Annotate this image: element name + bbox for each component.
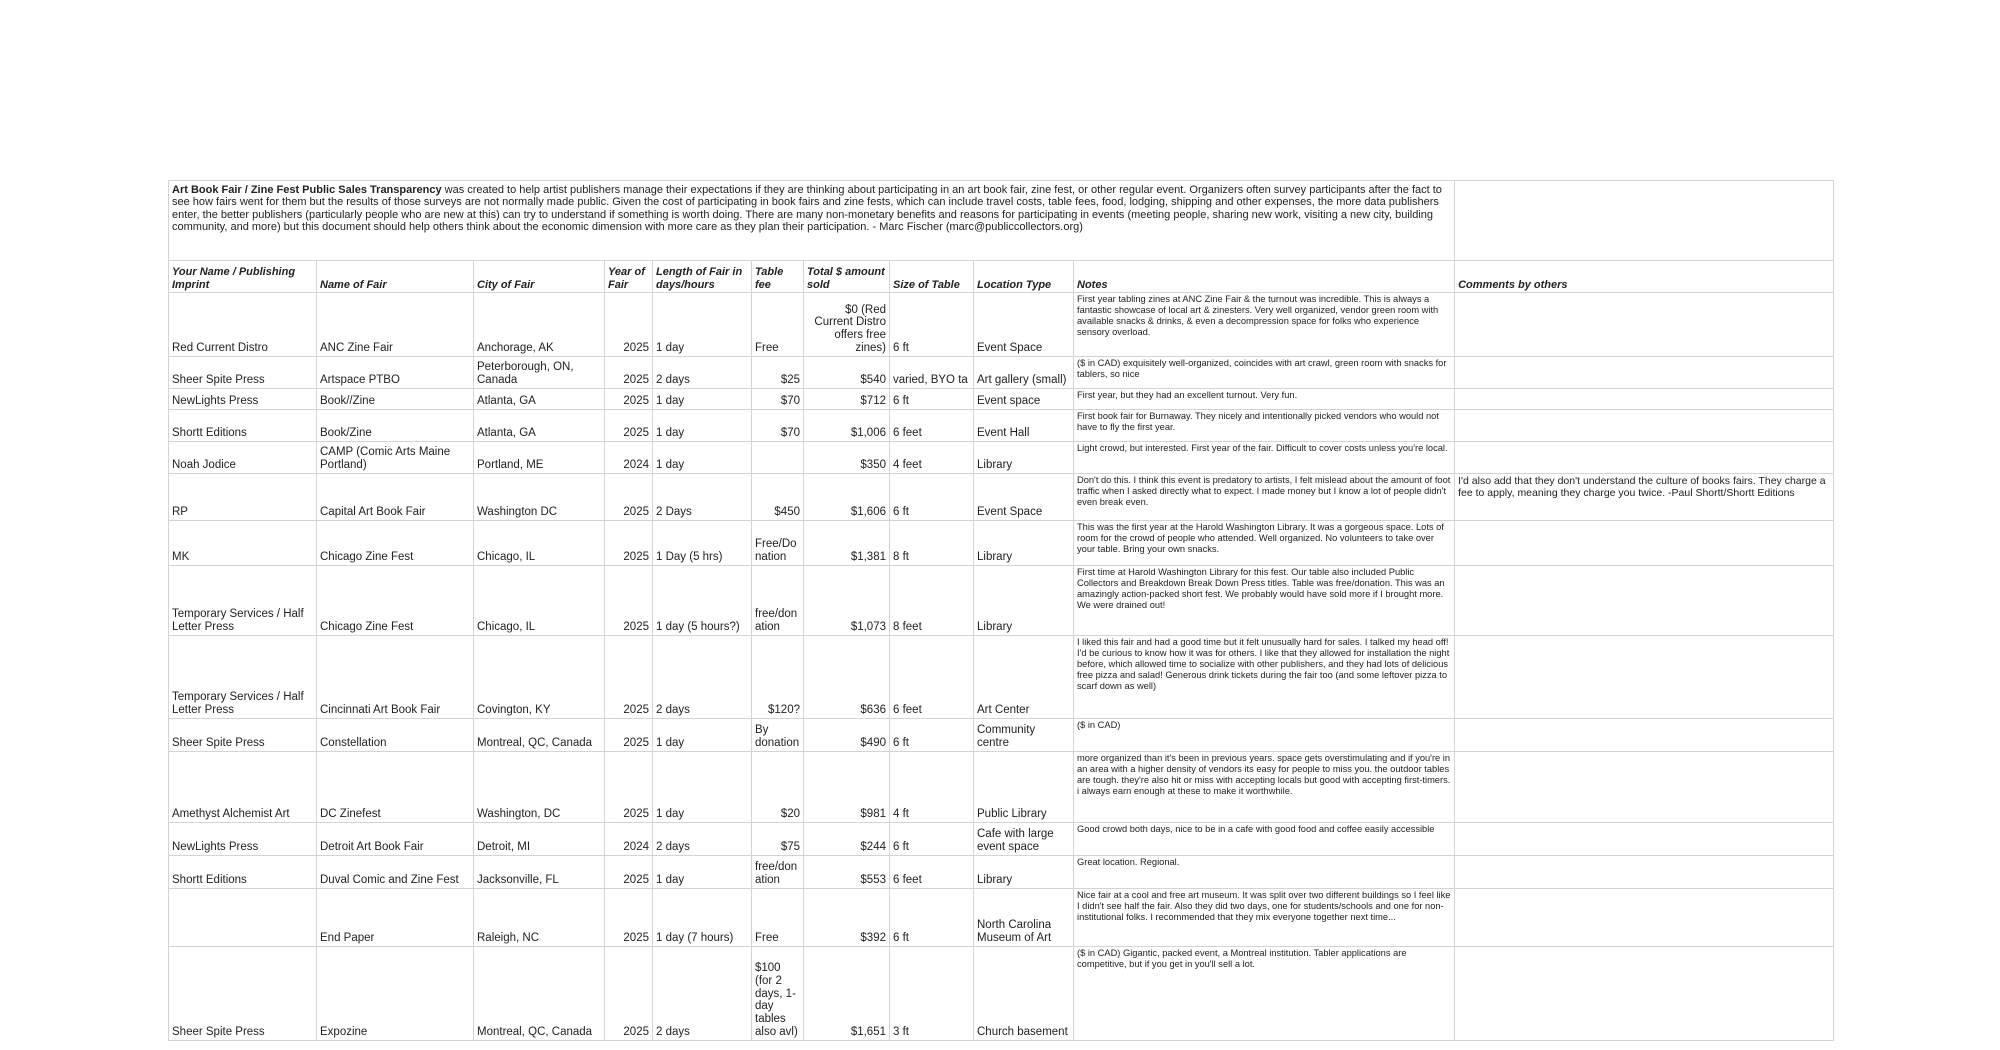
header-fair[interactable]: Name of Fair bbox=[317, 261, 474, 293]
cell-sold[interactable]: $981 bbox=[804, 752, 890, 823]
cell-year[interactable]: 2025 bbox=[605, 357, 653, 389]
cell-year[interactable]: 2025 bbox=[605, 474, 653, 521]
cell-year[interactable]: 2025 bbox=[605, 889, 653, 947]
cell-notes[interactable]: more organized than it's been in previous years. space gets overstimulating and if you're in an area with a higher density of vendors its easy for people to miss you. the outdoor tables are tough. they're also hit or miss with accepting locals but good with accepting first-timers. i always earn enough at these to make it worthwhile. bbox=[1074, 752, 1455, 823]
cell-sold[interactable]: $712 bbox=[804, 389, 890, 410]
cell-length[interactable]: 2 Days bbox=[653, 474, 752, 521]
cell-notes[interactable]: ($ in CAD) bbox=[1074, 719, 1455, 752]
cell-fair[interactable]: Expozine bbox=[317, 947, 474, 1041]
cell-sold[interactable]: $392 bbox=[804, 889, 890, 947]
cell-size[interactable]: 4 feet bbox=[890, 442, 974, 474]
cell-length[interactable]: 1 day bbox=[653, 442, 752, 474]
header-year[interactable]: Year of Fair bbox=[605, 261, 653, 293]
cell-length[interactable]: 2 days bbox=[653, 636, 752, 719]
cell-fee[interactable]: $100 (for 2 days, 1-day tables also avl) bbox=[752, 947, 804, 1041]
cell-notes[interactable]: Great location. Regional. bbox=[1074, 856, 1455, 889]
cell-notes[interactable]: Don't do this. I think this event is predatory to artists, I felt mislead about the amount of foot traffic when I asked directly what to expect. I made money but I know a lot of people didn't even break even. bbox=[1074, 474, 1455, 521]
cell-fee[interactable]: $120? bbox=[752, 636, 804, 719]
cell-name[interactable]: RP bbox=[169, 474, 317, 521]
cell-size[interactable]: 8 ft bbox=[890, 521, 974, 566]
cell-size[interactable]: 6 ft bbox=[890, 389, 974, 410]
cell-length[interactable]: 2 days bbox=[653, 823, 752, 856]
cell-notes[interactable]: I liked this fair and had a good time but it felt unusually hard for sales. I talked my head off! I'd be curious to know how it was for others. I like that they allowed for installation the night before, which allowed time to socialize with other publishers, and they had lots of delicious free pizza and salad! Generous drink tickets during the fair too (and some leftover pizza to scarf down as well) bbox=[1074, 636, 1455, 719]
cell-loctype[interactable]: Event space bbox=[974, 389, 1074, 410]
cell-city[interactable]: Peterborough, ON, Canada bbox=[474, 357, 605, 389]
cell-year[interactable]: 2024 bbox=[605, 823, 653, 856]
cell-loctype[interactable]: Public Library bbox=[974, 752, 1074, 823]
cell-length[interactable]: 2 days bbox=[653, 357, 752, 389]
cell-year[interactable]: 2024 bbox=[605, 442, 653, 474]
cell-notes[interactable]: This was the first year at the Harold Washington Library. It was a gorgeous space. Lots of room for the crowd of people who attended. Well organized. No volunteers to take over your table. Bring your own snacks. bbox=[1074, 521, 1455, 566]
header-name[interactable]: Your Name / Publishing Imprint bbox=[169, 261, 317, 293]
cell-comments[interactable] bbox=[1455, 947, 1834, 1041]
header-comments[interactable]: Comments by others bbox=[1455, 261, 1834, 293]
cell-length[interactable]: 1 day bbox=[653, 410, 752, 442]
cell-fair[interactable]: ANC Zine Fair bbox=[317, 293, 474, 357]
cell-city[interactable]: Chicago, IL bbox=[474, 566, 605, 636]
cell-year[interactable]: 2025 bbox=[605, 389, 653, 410]
cell-size[interactable]: 4 ft bbox=[890, 752, 974, 823]
header-length[interactable]: Length of Fair in days/hours bbox=[653, 261, 752, 293]
cell-name[interactable] bbox=[169, 889, 317, 947]
cell-fair[interactable]: Capital Art Book Fair bbox=[317, 474, 474, 521]
table-row bbox=[169, 410, 1834, 442]
cell-comments[interactable]: I'd also add that they don't understand the culture of books fairs. They charge a fee to apply, meaning they charge you twice. -Paul Shortt/Shortt Editions bbox=[1455, 474, 1834, 521]
cell-sold[interactable]: $490 bbox=[804, 719, 890, 752]
cell-name[interactable]: Sheer Spite Press bbox=[169, 357, 317, 389]
cell-sold[interactable]: $636 bbox=[804, 636, 890, 719]
cell-comments[interactable] bbox=[1455, 442, 1834, 474]
cell-sold[interactable]: $0 (Red Current Distro offers free zines) bbox=[804, 293, 890, 357]
intro-comments-cell[interactable] bbox=[1455, 181, 1834, 261]
cell-year[interactable]: 2025 bbox=[605, 856, 653, 889]
cell-size[interactable]: 6 feet bbox=[890, 856, 974, 889]
cell-name[interactable]: Temporary Services / Half Letter Press bbox=[169, 636, 317, 719]
table-row bbox=[169, 521, 1834, 566]
cell-name[interactable]: Amethyst Alchemist Art bbox=[169, 752, 317, 823]
cell-length[interactable]: 1 day bbox=[653, 389, 752, 410]
cell-fee[interactable]: free/donation bbox=[752, 856, 804, 889]
cell-fair[interactable]: Detroit Art Book Fair bbox=[317, 823, 474, 856]
table-row bbox=[169, 636, 1834, 719]
cell-notes[interactable]: First year tabling zines at ANC Zine Fair & the turnout was incredible. This is always a fantastic showcase of local art & zinesters. Very well organized, vendor green room with available snacks & drinks, & even a decompression space for folks who experience sensory overload. bbox=[1074, 293, 1455, 357]
cell-name[interactable]: NewLights Press bbox=[169, 389, 317, 410]
cell-city[interactable]: Washington DC bbox=[474, 474, 605, 521]
cell-fee[interactable]: Free bbox=[752, 889, 804, 947]
cell-sold[interactable]: $244 bbox=[804, 823, 890, 856]
cell-fair[interactable]: Artspace PTBO bbox=[317, 357, 474, 389]
cell-fee[interactable]: $450 bbox=[752, 474, 804, 521]
cell-length[interactable]: 1 day bbox=[653, 752, 752, 823]
cell-city[interactable]: Atlanta, GA bbox=[474, 410, 605, 442]
cell-fee[interactable]: $20 bbox=[752, 752, 804, 823]
cell-fee[interactable]: $75 bbox=[752, 823, 804, 856]
cell-fair[interactable]: CAMP (Comic Arts Maine Portland) bbox=[317, 442, 474, 474]
cell-sold[interactable]: $553 bbox=[804, 856, 890, 889]
cell-year[interactable]: 2025 bbox=[605, 719, 653, 752]
cell-name[interactable]: NewLights Press bbox=[169, 823, 317, 856]
cell-size[interactable]: 6 feet bbox=[890, 410, 974, 442]
cell-name[interactable]: MK bbox=[169, 521, 317, 566]
cell-size[interactable]: 3 ft bbox=[890, 947, 974, 1041]
cell-length[interactable]: 1 Day (5 hrs) bbox=[653, 521, 752, 566]
cell-fair[interactable]: Book//Zine bbox=[317, 389, 474, 410]
cell-fair[interactable]: Book/Zine bbox=[317, 410, 474, 442]
table-row bbox=[169, 719, 1834, 752]
cell-notes[interactable]: Light crowd, but interested. First year of the fair. Difficult to cover costs unless you're local. bbox=[1074, 442, 1455, 474]
cell-notes[interactable]: First time at Harold Washington Library for this fest. Our table also included Public Collectors and Breakdown Break Down Press titles. Table was free/donation. This was an amazingly action-packed short fest. We probably would have sold more if I brought more. We were drained out! bbox=[1074, 566, 1455, 636]
cell-name[interactable]: Sheer Spite Press bbox=[169, 947, 317, 1041]
cell-city[interactable]: Portland, ME bbox=[474, 442, 605, 474]
cell-name[interactable]: Red Current Distro bbox=[169, 293, 317, 357]
cell-length[interactable]: 1 day (7 hours) bbox=[653, 889, 752, 947]
cell-sold[interactable]: $540 bbox=[804, 357, 890, 389]
cell-size[interactable]: 6 ft bbox=[890, 889, 974, 947]
table-row bbox=[169, 474, 1834, 521]
header-row bbox=[169, 261, 1834, 293]
cell-sold[interactable]: $1,073 bbox=[804, 566, 890, 636]
header-sold[interactable]: Total $ amount sold bbox=[804, 261, 890, 293]
cell-fair[interactable]: Cincinnati Art Book Fair bbox=[317, 636, 474, 719]
cell-fee[interactable]: Free bbox=[752, 293, 804, 357]
cell-city[interactable]: Chicago, IL bbox=[474, 521, 605, 566]
cell-name[interactable]: Sheer Spite Press bbox=[169, 719, 317, 752]
cell-name[interactable]: Noah Jodice bbox=[169, 442, 317, 474]
cell-loctype[interactable]: Community centre bbox=[974, 719, 1074, 752]
table-row bbox=[169, 442, 1834, 474]
table-row bbox=[169, 889, 1834, 947]
cell-comments[interactable] bbox=[1455, 856, 1834, 889]
cell-notes[interactable]: ($ in CAD) Gigantic, packed event, a Montreal institution. Tabler applications are competitive, but if you get in you'll sell a lot. bbox=[1074, 947, 1455, 1041]
cell-loctype[interactable]: Library bbox=[974, 521, 1074, 566]
cell-city[interactable]: Anchorage, AK bbox=[474, 293, 605, 357]
cell-fair[interactable]: DC Zinefest bbox=[317, 752, 474, 823]
cell-fee[interactable]: free/donation bbox=[752, 566, 804, 636]
cell-loctype[interactable]: Art gallery (small) bbox=[974, 357, 1074, 389]
cell-year[interactable]: 2025 bbox=[605, 636, 653, 719]
cell-city[interactable]: Atlanta, GA bbox=[474, 389, 605, 410]
cell-year[interactable]: 2025 bbox=[605, 947, 653, 1041]
cell-loctype[interactable]: Event Hall bbox=[974, 410, 1074, 442]
cell-loctype[interactable]: Library bbox=[974, 566, 1074, 636]
cell-city[interactable]: Jacksonville, FL bbox=[474, 856, 605, 889]
table-row bbox=[169, 856, 1834, 889]
cell-notes[interactable]: Good crowd both days, nice to be in a cafe with good food and coffee easily accessible bbox=[1074, 823, 1455, 856]
cell-fee[interactable]: $25 bbox=[752, 357, 804, 389]
cell-notes[interactable]: ($ in CAD) exquisitely well-organized, coincides with art crawl, green room with snacks for tablers, so nice bbox=[1074, 357, 1455, 389]
cell-comments[interactable] bbox=[1455, 521, 1834, 566]
cell-comments[interactable] bbox=[1455, 752, 1834, 823]
cell-loctype[interactable]: Event Space bbox=[974, 293, 1074, 357]
cell-loctype[interactable]: North Carolina Museum of Art bbox=[974, 889, 1074, 947]
table-row bbox=[169, 389, 1834, 410]
cell-fee[interactable]: Free/Donation bbox=[752, 521, 804, 566]
cell-fee[interactable]: $70 bbox=[752, 410, 804, 442]
cell-length[interactable]: 1 day bbox=[653, 719, 752, 752]
cell-comments[interactable] bbox=[1455, 823, 1834, 856]
intro-description: was created to help artist publishers manage their expectations if they are thinking about participating in an art book fair, zine fest, or other regular event. Organizers often survey participants after the fact to see how fairs went for them but the results of those surveys are not normally made public. Given the cost of participating in book fairs and zine fests, which can include travel costs, table fees, food, lodging, shipping and other expenses, the more data publishers enter, the better publishers (particularly people who are new at this) can try to understand if something is worth doing. There are many non-monetary benefits and reasons for participating in events (meeting people, sharing new work, visiting a new city, building community, and more) but this document should help others think about the economic dimension with more care as they plan their participation. - Marc Fischer (marc@publiccollectors.org) bbox=[172, 184, 1442, 234]
cell-year[interactable]: 2025 bbox=[605, 566, 653, 636]
header-loctype[interactable]: Location Type bbox=[974, 261, 1074, 293]
cell-notes[interactable]: First year, but they had an excellent turnout. Very fun. bbox=[1074, 389, 1455, 410]
cell-size[interactable]: 6 ft bbox=[890, 719, 974, 752]
cell-fee[interactable]: By donation bbox=[752, 719, 804, 752]
cell-loctype[interactable]: Cafe with large event space bbox=[974, 823, 1074, 856]
cell-size[interactable]: 8 feet bbox=[890, 566, 974, 636]
cell-comments[interactable] bbox=[1455, 410, 1834, 442]
table-row bbox=[169, 947, 1834, 1041]
cell-loctype[interactable]: Library bbox=[974, 442, 1074, 474]
cell-name[interactable]: Temporary Services / Half Letter Press bbox=[169, 566, 317, 636]
cell-city[interactable]: Covington, KY bbox=[474, 636, 605, 719]
cell-comments[interactable] bbox=[1455, 357, 1834, 389]
cell-comments[interactable] bbox=[1455, 566, 1834, 636]
table-row bbox=[169, 823, 1834, 856]
table-row bbox=[169, 293, 1834, 357]
cell-loctype[interactable]: Library bbox=[974, 856, 1074, 889]
spreadsheet-table bbox=[168, 180, 1834, 1041]
cell-comments[interactable] bbox=[1455, 636, 1834, 719]
cell-city[interactable]: Washington, DC bbox=[474, 752, 605, 823]
cell-fee[interactable]: $70 bbox=[752, 389, 804, 410]
table-row bbox=[169, 752, 1834, 823]
cell-comments[interactable] bbox=[1455, 719, 1834, 752]
cell-city[interactable]: Montreal, QC, Canada bbox=[474, 947, 605, 1041]
cell-loctype[interactable]: Church basement bbox=[974, 947, 1074, 1041]
cell-comments[interactable] bbox=[1455, 293, 1834, 357]
intro-text-cell[interactable] bbox=[169, 181, 1455, 261]
header-size[interactable]: Size of Table bbox=[890, 261, 974, 293]
cell-length[interactable]: 1 day bbox=[653, 293, 752, 357]
cell-notes[interactable]: Nice fair at a cool and free art museum. It was split over two different buildings so I feel like I didn't see half the fair. Also they did two days, one for students/schools and one for non-institutional folks. I recommended that they mix everyone together next time... bbox=[1074, 889, 1455, 947]
cell-fee[interactable] bbox=[752, 442, 804, 474]
cell-size[interactable]: 6 ft bbox=[890, 293, 974, 357]
cell-sold[interactable]: $350 bbox=[804, 442, 890, 474]
header-notes[interactable]: Notes bbox=[1074, 261, 1455, 293]
cell-size[interactable]: 6 ft bbox=[890, 474, 974, 521]
cell-sold[interactable]: $1,006 bbox=[804, 410, 890, 442]
intro-title: Art Book Fair / Zine Fest Public Sales Transparency bbox=[172, 184, 442, 196]
cell-year[interactable]: 2025 bbox=[605, 521, 653, 566]
cell-year[interactable]: 2025 bbox=[605, 410, 653, 442]
cell-city[interactable]: Montreal, QC, Canada bbox=[474, 719, 605, 752]
cell-name[interactable]: Shortt Editions bbox=[169, 856, 317, 889]
cell-size[interactable]: 6 ft bbox=[890, 823, 974, 856]
cell-loctype[interactable]: Event Space bbox=[974, 474, 1074, 521]
cell-year[interactable]: 2025 bbox=[605, 293, 653, 357]
cell-year[interactable]: 2025 bbox=[605, 752, 653, 823]
header-fee[interactable]: Table fee bbox=[752, 261, 804, 293]
cell-size[interactable]: varied, BYO ta bbox=[890, 357, 974, 389]
table-row bbox=[169, 357, 1834, 389]
table-row bbox=[169, 566, 1834, 636]
cell-sold[interactable]: $1,606 bbox=[804, 474, 890, 521]
cell-comments[interactable] bbox=[1455, 889, 1834, 947]
cell-fair[interactable]: End Paper bbox=[317, 889, 474, 947]
cell-notes[interactable]: First book fair for Burnaway. They nicely and intentionally picked vendors who would not have to fly the first year. bbox=[1074, 410, 1455, 442]
cell-fair[interactable]: Chicago Zine Fest bbox=[317, 521, 474, 566]
cell-length[interactable]: 2 days bbox=[653, 947, 752, 1041]
cell-city[interactable]: Detroit, MI bbox=[474, 823, 605, 856]
cell-comments[interactable] bbox=[1455, 389, 1834, 410]
cell-length[interactable]: 1 day (5 hours?) bbox=[653, 566, 752, 636]
cell-loctype[interactable]: Art Center bbox=[974, 636, 1074, 719]
cell-fair[interactable]: Duval Comic and Zine Fest bbox=[317, 856, 474, 889]
cell-name[interactable]: Shortt Editions bbox=[169, 410, 317, 442]
cell-city[interactable]: Raleigh, NC bbox=[474, 889, 605, 947]
cell-fair[interactable]: Chicago Zine Fest bbox=[317, 566, 474, 636]
cell-sold[interactable]: $1,651 bbox=[804, 947, 890, 1041]
cell-fair[interactable]: Constellation bbox=[317, 719, 474, 752]
cell-size[interactable]: 6 feet bbox=[890, 636, 974, 719]
header-city[interactable]: City of Fair bbox=[474, 261, 605, 293]
cell-sold[interactable]: $1,381 bbox=[804, 521, 890, 566]
cell-length[interactable]: 1 day bbox=[653, 856, 752, 889]
